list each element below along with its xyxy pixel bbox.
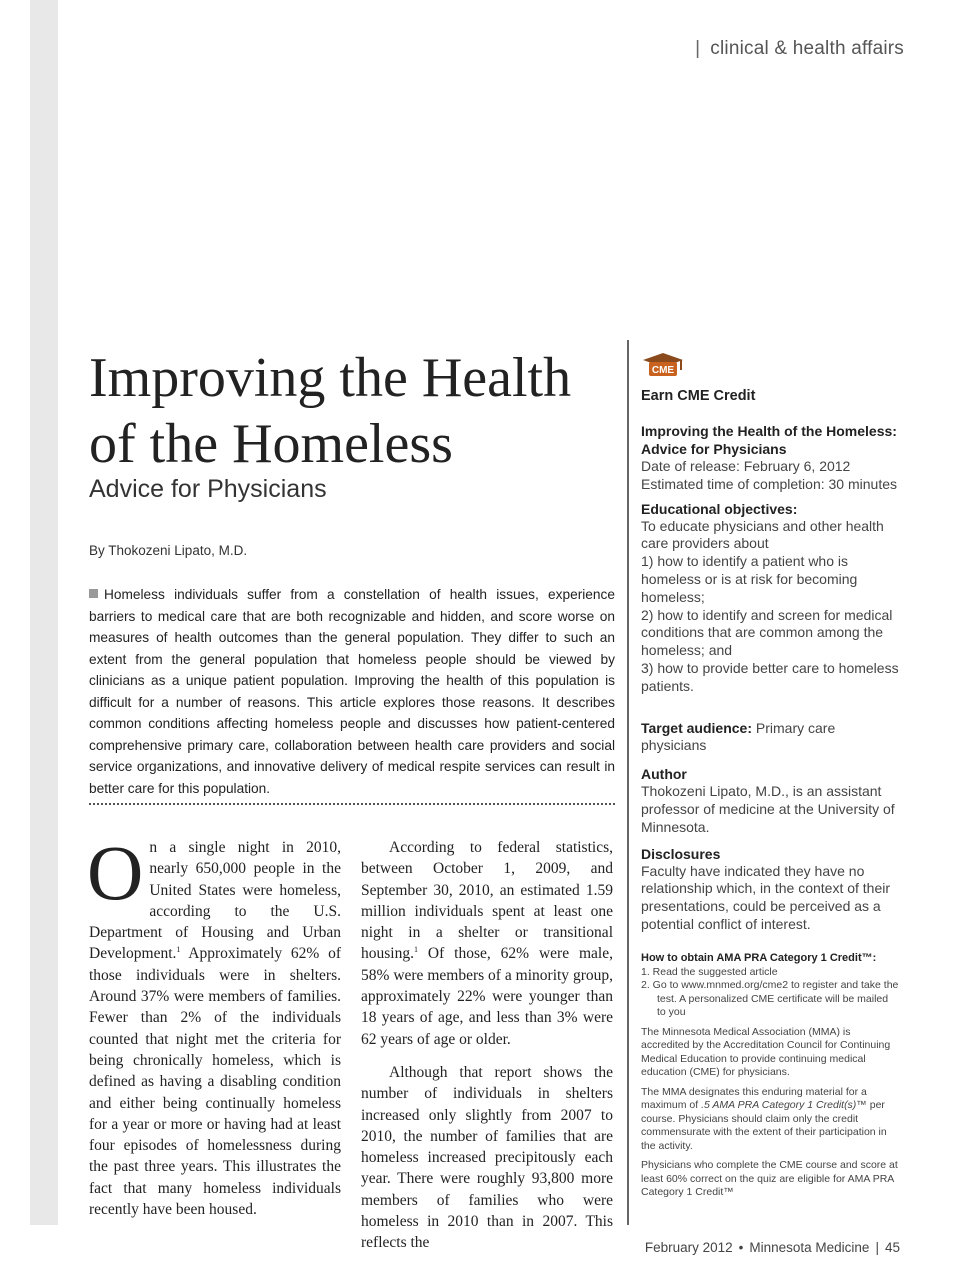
earn-cme-heading: Earn CME Credit <box>641 388 756 404</box>
how-to-steps <box>641 966 899 1020</box>
body-paragraph: On a single night in 2010, nearly 650,000 people in the United States were homeless, according to the U.S. Department of Housing and Urban Development.$^1$ Approximately 62% of those individuals were in shelters. Around 37% were members of families. Fewer than 2% of the individuals counted that night met the criteria for being chronically homeless, which is defined as having a disabling condition and either being continually homeless for a year or more or having had at least four episodes of homelessness during the past three years. This illustrates the fact that many homeless individuals recently have been housed. <box>87 829 341 1219</box>
graduation-cap-icon <box>641 352 685 376</box>
how-to-obtain-heading: How to obtain AMA PRA Category 1 Credit™: <box>641 951 877 964</box>
section-name: clinical & health affairs <box>710 38 904 59</box>
release-date: Date of release: February 6, 2012 <box>641 458 851 474</box>
objective-item: 2) how to identify and screen for medical conditions that are common among the homeless; and <box>641 606 893 659</box>
reference-marker[interactable]: 1 <box>176 945 181 955</box>
body-paragraph: Although that report shows the number of individuals in shelters increased only slightly from 2007 to 2010, the number of families that are homeless increased precipitously each year. There were roughly 93,800 more members of families who were homeless in 2010 than in 2007. This reflects the <box>361 1063 613 1252</box>
designation-text: The MMA designates this enduring material for a maximum of .5 AMA PRA Category 1 Credit(s)™ per course. Physicians should claim only the credit commensurate with the extent of their participation in the activity. <box>641 1085 887 1152</box>
completion-time: Estimated time of completion: 30 minutes <box>641 475 898 492</box>
list-item: 2. Go to www.mnmed.org/cme2 to register and take the test. A personalized CME certificate will be mailed to you <box>641 979 899 1019</box>
article-subtitle: Advice for Physicians <box>89 475 327 503</box>
author-heading: Author <box>641 766 687 783</box>
drop-cap: O <box>87 829 144 916</box>
abstract <box>89 584 615 799</box>
objective-item: 3) how to provide better care to homeless patients. <box>641 659 899 694</box>
title-line-2: of the Homeless <box>89 413 453 475</box>
section-separator: | <box>695 38 701 59</box>
page-footer <box>645 1240 900 1255</box>
bullet-square-icon <box>89 589 98 598</box>
cme-badge-label: CME <box>651 365 675 376</box>
cme-sidebar <box>641 352 899 1200</box>
objectives-intro: To educate physicians and other health care providers about <box>641 517 884 552</box>
page-number: 45 <box>884 1240 900 1255</box>
accreditation-text: The Minnesota Medical Association (MMA) is accredited by the Accreditation Council for Continuing Medical Education to provide continuing medical education (CME) for physicians. <box>641 1025 891 1079</box>
objective-item: 1) how to identify a patient who is homeless or is at risk for becoming homeless; <box>641 553 858 605</box>
section-label <box>695 38 904 60</box>
byline: By Thokozeni Lipato, M.D. <box>89 543 248 558</box>
body-paragraph: According to federal statistics, between October 1, 2009, and September 30, 2010, an estimated 1.59 million individuals spent at least one night in a shelter or transitional housing.$^1$ Of those, 62% were male, 58% were members of a minority group, approximately 22% were younger than 18 years of age, and less than 3% were 62 years of age or older. <box>361 839 613 1048</box>
margin-bar <box>30 0 58 1225</box>
journal-name: Minnesota Medicine <box>749 1240 870 1255</box>
title-line-1: Improving the Health <box>89 347 572 409</box>
abstract-text: Homeless individuals suffer from a constellation of health issues, experience barriers to medical care that are both recognizable and hidden, and score worse on measures of health outcomes than the general population. They differ to such an extent from the general population that homeless people should be viewed by clinicians as a unique patient population. Improving the health of this population is difficult for a number of reasons. This article explores those reasons. It describes common conditions affecting homeless people and discusses how patient-centered comprehensive primary care, collaboration between health care providers and social service organizations, and innovative delivery of medical respite services can result in better care for this population. <box>89 587 615 796</box>
divider <box>89 803 615 805</box>
article-title <box>89 345 609 477</box>
eligibility-text: Physicians who complete the CME course and score at least 60% correct on the quiz are eligible for AMA PRA Category 1 Credit™ <box>641 1159 898 1199</box>
footer-separator: | <box>875 1240 879 1255</box>
body-column-2 <box>361 837 613 1254</box>
disclosures-heading: Disclosures <box>641 845 721 862</box>
target-audience: Target audience: Primary care physicians <box>641 719 836 754</box>
issue-date: February 2012 <box>644 1240 733 1255</box>
author-bio: Thokozeni Lipato, M.D., is an assistant professor of medicine at the University of Minnesota. <box>641 783 895 835</box>
body-column-1 <box>87 829 341 1220</box>
disclosures-text: Faculty have indicated they have no relationship which, in the context of their presentations, could be perceived as a potential conflict of interest. <box>641 862 891 932</box>
course-title: Improving the Health of the Homeless: Advice for Physicians <box>641 423 897 457</box>
footer-bullet: • <box>738 1240 744 1255</box>
sidebar-divider <box>627 340 629 1225</box>
objectives-heading: Educational objectives: <box>641 500 798 517</box>
reference-marker[interactable]: 1 <box>413 945 418 955</box>
list-item: 1. Read the suggested article <box>641 965 778 978</box>
